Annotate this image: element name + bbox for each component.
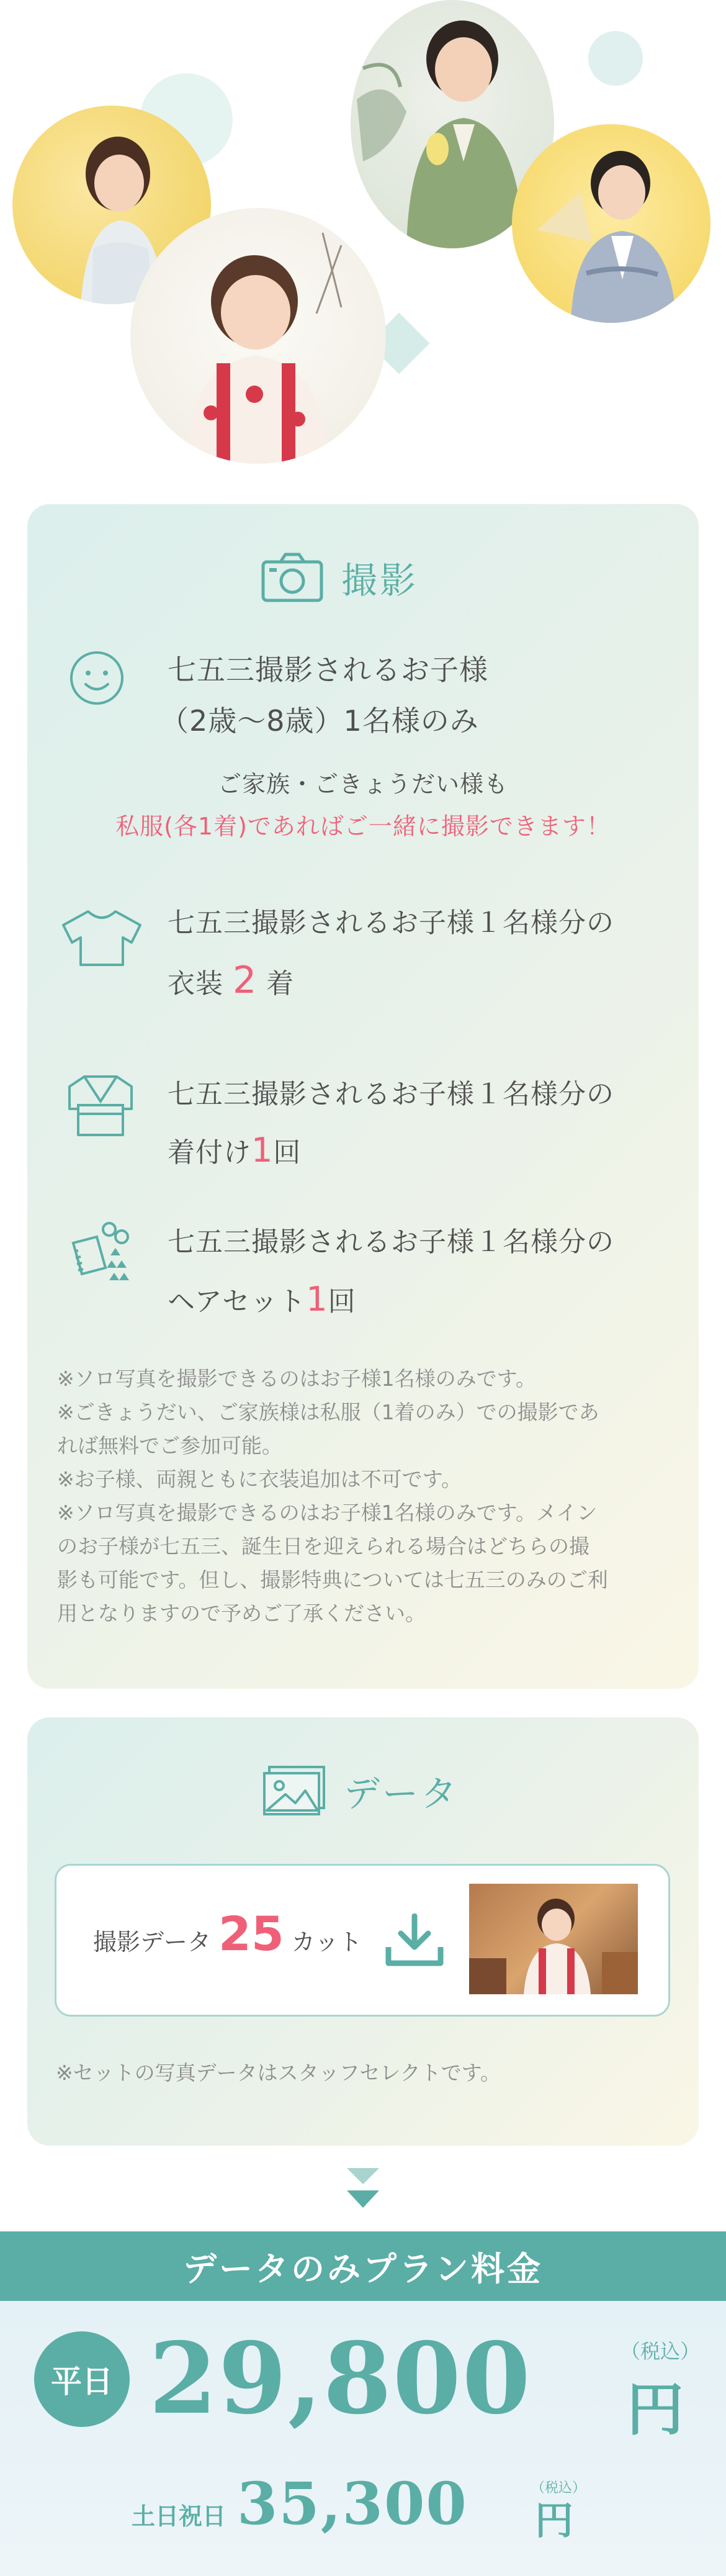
hero-photo-collage bbox=[0, 0, 726, 484]
costume-unit: 着 bbox=[266, 968, 295, 1000]
dressing-count: 1 bbox=[251, 1131, 274, 1170]
note-line: 用となりますので予めご了承ください。 bbox=[57, 1601, 426, 1625]
data-count-row bbox=[93, 1906, 362, 1961]
camera-icon bbox=[261, 552, 324, 603]
smiley-face-icon bbox=[68, 649, 125, 707]
shooting-title: 撮影 bbox=[341, 559, 419, 602]
plan-banner bbox=[0, 2231, 726, 2301]
note-line: ※ソロ写真を撮影できるのはお子様1名様のみです。メイン bbox=[57, 1501, 598, 1525]
note-line: ※ソロ写真を撮影できるのはお子様1名様のみです。 bbox=[57, 1367, 537, 1391]
image-icon bbox=[262, 1765, 326, 1817]
costume-count: 2 bbox=[233, 959, 258, 1002]
girl-red-kimono-photo bbox=[130, 208, 386, 464]
data-header bbox=[262, 1765, 459, 1817]
weekday-yen: 円 bbox=[627, 2377, 684, 2443]
down-chevron-icon bbox=[344, 2163, 382, 2213]
holiday-price: 35,300 bbox=[237, 2470, 468, 2538]
costume-line-2 bbox=[168, 956, 294, 1008]
sample-data-photo bbox=[469, 1884, 638, 1994]
download-icon bbox=[385, 1914, 444, 1967]
note-line: 影も可能です。但し、撮影特典については七五三のみのご利 bbox=[57, 1568, 608, 1592]
hair-line-1: 七五三撮影されるお子様１名様分の bbox=[168, 1226, 614, 1258]
holiday-yen: 円 bbox=[535, 2498, 574, 2543]
data-note: ※セットの写真データはスタッフセレクトです。 bbox=[56, 2061, 501, 2085]
plan-banner-text: データのみプラン料金 bbox=[183, 2249, 543, 2289]
shooting-notes bbox=[57, 1362, 678, 1630]
dressing-label: 着付け bbox=[168, 1137, 251, 1168]
person-line-1: 七五三撮影されるお子様 bbox=[168, 653, 488, 687]
shooting-header bbox=[261, 551, 418, 603]
comb-hair-ornament-icon bbox=[69, 1218, 133, 1288]
weekday-price: 29,800 bbox=[149, 2321, 532, 2436]
boy-kimono-fan-photo bbox=[512, 124, 710, 323]
kimono-icon bbox=[66, 1073, 135, 1140]
dressing-line-2 bbox=[168, 1126, 301, 1177]
note-line: ※ごきょうだい、ご家族様は私服（1着のみ）での撮影であ bbox=[57, 1400, 599, 1424]
data-label: 撮影データ bbox=[93, 1928, 212, 1956]
hair-unit: 回 bbox=[328, 1286, 356, 1317]
family-line-1: ご家族・ごきょうだい様も bbox=[217, 771, 508, 798]
hair-line-2 bbox=[168, 1275, 356, 1326]
hair-label: ヘアセット bbox=[168, 1286, 307, 1317]
hair-count: 1 bbox=[306, 1280, 328, 1319]
note-line: れば無料でご参加可能。 bbox=[57, 1434, 282, 1458]
data-count: 25 bbox=[218, 1906, 284, 1961]
family-line-2: 私服(各1着)であればご一緒に撮影できます！ bbox=[115, 813, 611, 840]
decorative-circle bbox=[588, 31, 643, 86]
holiday-tax: （税込） bbox=[531, 2480, 586, 2496]
dressing-unit: 回 bbox=[273, 1137, 302, 1168]
note-line: のお子様が七五三、誕生日を迎えられる場合はどちらの撮 bbox=[57, 1534, 589, 1558]
dressing-line-1: 七五三撮影されるお子様１名様分の bbox=[168, 1078, 614, 1110]
data-title: データ bbox=[344, 1773, 460, 1815]
weekday-tax: （税込） bbox=[621, 2339, 701, 2363]
person-line-2: （2歳〜8歳）1名様のみ bbox=[160, 704, 479, 738]
holiday-label: 土日祝日 bbox=[132, 2503, 226, 2530]
weekday-badge-text: 平日 bbox=[51, 2364, 113, 2400]
weekday-badge bbox=[34, 2331, 130, 2427]
costume-line-1: 七五三撮影されるお子様１名様分の bbox=[168, 907, 614, 939]
tshirt-icon bbox=[60, 908, 144, 969]
note-line: ※お子様、両親ともに衣装追加は不可です。 bbox=[57, 1467, 462, 1491]
costume-label: 衣装 bbox=[168, 968, 223, 1000]
data-unit: カット bbox=[291, 1928, 362, 1956]
